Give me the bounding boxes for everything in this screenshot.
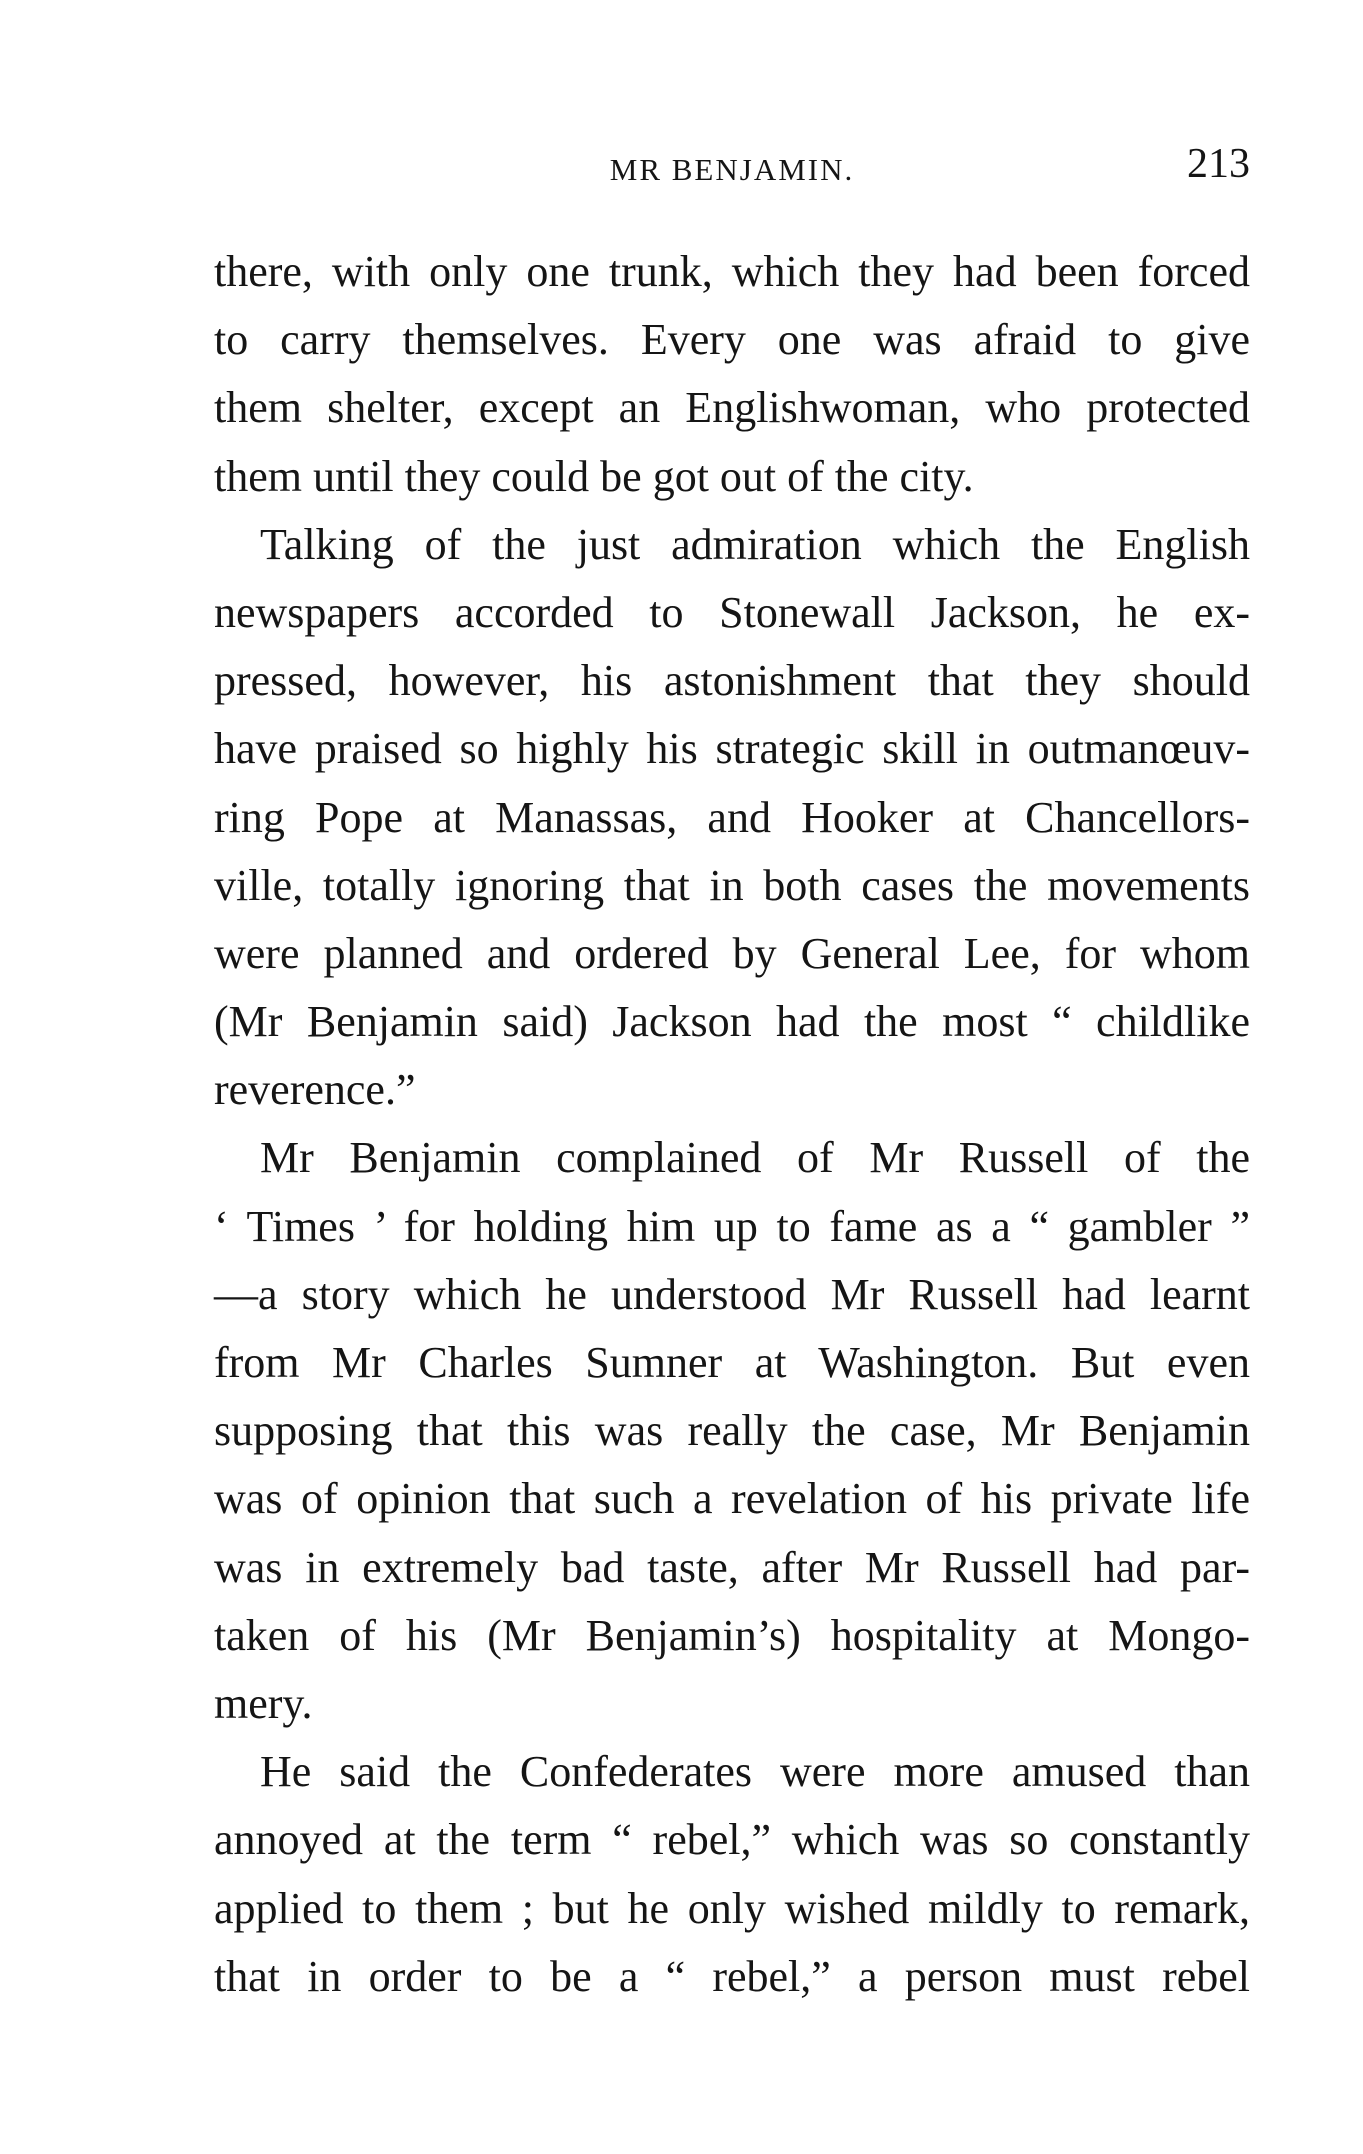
text-line: ‘ Times ’ for holding him up to fame as a “ gambler ” — [214, 1201, 1250, 1251]
text-line: taken of his (Mr Benjamin’s) hospitality at Mongo- — [214, 1610, 1250, 1660]
paragraph — [214, 511, 1250, 1125]
text-line: from Mr Charles Sumner at Washington. But even — [214, 1338, 1250, 1387]
page-number: 213 — [1187, 141, 1250, 187]
text-line: He said the Confederates were more amused than — [260, 1747, 1250, 1797]
text-line: was in extremely bad taste, after Mr Russell had par- — [214, 1542, 1250, 1592]
text-line: Mr Benjamin complained of Mr Russell of the — [260, 1133, 1250, 1183]
text-line: (Mr Benjamin said) Jackson had the most “ childlike — [214, 997, 1250, 1047]
text-line: Talking of the just admiration which the English — [260, 519, 1250, 569]
text-line: ville, totally ignoring that in both cases the movements — [214, 860, 1250, 910]
running-head — [214, 138, 1250, 198]
body-text — [214, 238, 1250, 2011]
text-line: them until they could be got out of the city. — [214, 451, 974, 501]
text-line: mery. — [214, 1678, 313, 1728]
paragraph — [214, 1124, 1250, 1738]
paragraph — [214, 238, 1250, 511]
text-line: annoyed at the term “ rebel,” which was so constantly — [214, 1815, 1250, 1865]
text-line: reverence.” — [214, 1065, 416, 1115]
text-line: pressed, however, his astonishment that they should — [214, 656, 1250, 706]
running-title: MR BENJAMIN. — [609, 152, 855, 187]
text-line: newspapers accorded to Stonewall Jackson, he ex- — [214, 587, 1250, 637]
text-line: to carry themselves. Every one was afraid to give — [214, 315, 1250, 365]
text-line: them shelter, except an Englishwoman, who protected — [214, 383, 1250, 433]
text-line: were planned and ordered by General Lee, for whom — [214, 928, 1250, 978]
text-line: there, with only one trunk, which they had been forced — [214, 247, 1250, 296]
text-line: ring Pope at Manassas, and Hooker at Chancellors- — [214, 792, 1250, 842]
text-line: supposing that this was really the case, Mr Benjamin — [214, 1406, 1250, 1456]
text-line: —a story which he understood Mr Russell had learnt — [214, 1269, 1250, 1319]
paragraph — [214, 1738, 1250, 2011]
text-line: was of opinion that such a revelation of his private life — [214, 1474, 1250, 1524]
text-line: that in order to be a “ rebel,” a person must rebel — [214, 1951, 1250, 2001]
text-line: applied to them ; but he only wished mildly to remark, — [214, 1883, 1250, 1933]
text-line: have praised so highly his strategic skill in outmanœuv- — [214, 724, 1250, 774]
